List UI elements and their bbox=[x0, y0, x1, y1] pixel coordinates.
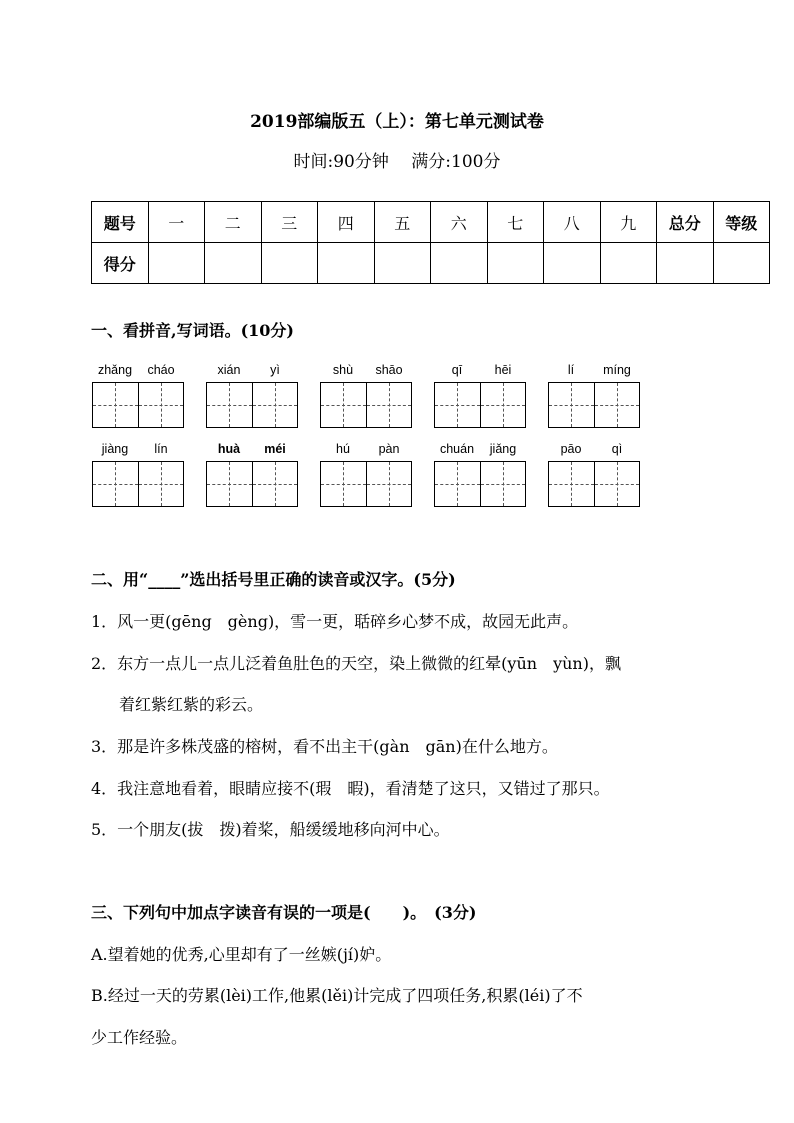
score-blank-cell[interactable] bbox=[205, 243, 262, 284]
score-table-header-cell: 二 bbox=[205, 202, 262, 243]
section1-title: 一、看拼音,写词语。(10分) bbox=[91, 321, 294, 340]
pinyin-label: xián bbox=[217, 363, 241, 377]
pinyin-label: méi bbox=[264, 442, 286, 456]
question-line: 4．我注意地看着，眼睛应接不(瑕 暇)，看清楚了这只，又错过了那只。 bbox=[91, 779, 610, 798]
score-table-header-row bbox=[92, 202, 770, 243]
pinyin-label: chuán bbox=[439, 442, 475, 456]
pinyin-label: shāo bbox=[375, 363, 403, 377]
writing-box[interactable] bbox=[321, 383, 366, 427]
writing-box[interactable] bbox=[549, 383, 594, 427]
question-line: 着红紫红紫的彩云。 bbox=[119, 695, 264, 714]
score-table-header-cell: 一 bbox=[148, 202, 205, 243]
pinyin-label: cháo bbox=[147, 363, 175, 377]
writing-box[interactable] bbox=[207, 462, 252, 506]
pinyin-group bbox=[548, 360, 640, 428]
pinyin-label: jiǎng bbox=[489, 442, 517, 456]
writing-box[interactable] bbox=[594, 383, 640, 427]
score-blank-cell[interactable] bbox=[318, 243, 375, 284]
option-line: 少工作经验。 bbox=[91, 1028, 188, 1047]
score-blank-cell[interactable] bbox=[487, 243, 544, 284]
pinyin-label: pàn bbox=[378, 442, 400, 456]
score-table-header-cell: 四 bbox=[318, 202, 375, 243]
pinyin-group bbox=[548, 439, 640, 507]
score-table bbox=[91, 201, 770, 284]
writing-box[interactable] bbox=[93, 383, 138, 427]
score-table-header-cell: 等级 bbox=[713, 202, 770, 243]
writing-box[interactable] bbox=[594, 462, 640, 506]
writing-box[interactable] bbox=[321, 462, 366, 506]
pinyin-label: míng bbox=[603, 363, 631, 377]
score-table-score-row bbox=[92, 243, 770, 284]
writing-box[interactable] bbox=[207, 383, 252, 427]
pinyin-label: jiàng bbox=[101, 442, 129, 456]
pinyin-group bbox=[206, 360, 298, 428]
score-blank-cell[interactable] bbox=[148, 243, 205, 284]
score-table-header-cell: 三 bbox=[261, 202, 318, 243]
section2-title: 二、用“____”选出括号里正确的读音或汉字。(5分) bbox=[91, 570, 456, 589]
pinyin-label: pāo bbox=[560, 442, 582, 456]
pinyin-label: lí bbox=[567, 363, 575, 377]
exam-title: 2019部编版五（上）：第七单元测试卷 bbox=[250, 112, 544, 132]
score-blank-cell[interactable] bbox=[544, 243, 601, 284]
score-table-header-cell: 八 bbox=[544, 202, 601, 243]
writing-box[interactable] bbox=[435, 383, 480, 427]
score-label-cell: 得分 bbox=[92, 243, 149, 284]
pinyin-label: zhǎng bbox=[97, 363, 133, 377]
writing-box[interactable] bbox=[435, 462, 480, 506]
score-table-header-cell: 九 bbox=[600, 202, 657, 243]
pinyin-group bbox=[320, 360, 412, 428]
score-table-header-cell: 六 bbox=[431, 202, 488, 243]
pinyin-label: hēi bbox=[494, 363, 512, 377]
writing-box[interactable] bbox=[366, 383, 412, 427]
score-table-header-cell: 题号 bbox=[92, 202, 149, 243]
score-table-header-cell: 七 bbox=[487, 202, 544, 243]
writing-box[interactable] bbox=[138, 383, 184, 427]
pinyin-group bbox=[320, 439, 412, 507]
pinyin-group bbox=[206, 439, 298, 507]
writing-box[interactable] bbox=[480, 462, 526, 506]
pinyin-group bbox=[434, 439, 526, 507]
pinyin-label: lín bbox=[154, 442, 168, 456]
score-blank-cell[interactable] bbox=[374, 243, 431, 284]
question-line: 5．一个朋友(拔 拨)着桨，船缓缓地移向河中心。 bbox=[91, 820, 450, 839]
pinyin-group bbox=[92, 439, 184, 507]
score-blank-cell[interactable] bbox=[600, 243, 657, 284]
writing-box[interactable] bbox=[138, 462, 184, 506]
pinyin-label: qī bbox=[451, 363, 463, 377]
question-line: 3．那是许多株茂盛的榕树，看不出主干(gàn gān)在什么地方。 bbox=[91, 737, 558, 756]
writing-box[interactable] bbox=[252, 462, 298, 506]
exam-time-score: 时间:90分钟 满分:100分 bbox=[293, 152, 501, 172]
pinyin-label: shù bbox=[332, 363, 354, 377]
pinyin-group bbox=[434, 360, 526, 428]
pinyin-label: hú bbox=[336, 442, 350, 456]
score-table-header-cell: 五 bbox=[374, 202, 431, 243]
score-table-header-cell: 总分 bbox=[657, 202, 714, 243]
pinyin-label: huà bbox=[217, 442, 241, 456]
question-line: 2．东方一点儿一点儿泛着鱼肚色的天空，染上微微的红晕(yūn yùn)，飘 bbox=[91, 654, 621, 673]
pinyin-label: qì bbox=[611, 442, 623, 456]
question-line: 1．风一更(gēng gèng)，雪一更，聒碎乡心梦不成，故园无此声。 bbox=[91, 612, 579, 631]
writing-box[interactable] bbox=[93, 462, 138, 506]
score-blank-cell[interactable] bbox=[431, 243, 488, 284]
writing-box[interactable] bbox=[549, 462, 594, 506]
score-blank-cell[interactable] bbox=[713, 243, 770, 284]
pinyin-group bbox=[92, 360, 184, 428]
writing-box[interactable] bbox=[252, 383, 298, 427]
pinyin-label: yì bbox=[270, 363, 280, 377]
option-line: A.望着她的优秀,心里却有了一丝嫉(jí)妒。 bbox=[91, 945, 392, 964]
writing-box[interactable] bbox=[480, 383, 526, 427]
writing-box[interactable] bbox=[366, 462, 412, 506]
section3-title: 三、下列句中加点字读音有误的一项是( )。 (3分) bbox=[91, 903, 477, 922]
score-blank-cell[interactable] bbox=[657, 243, 714, 284]
score-blank-cell[interactable] bbox=[261, 243, 318, 284]
option-line: B.经过一天的劳累(lèi)工作,他累(lěi)计完成了四项任务,积累(léi)了不 bbox=[91, 986, 583, 1005]
